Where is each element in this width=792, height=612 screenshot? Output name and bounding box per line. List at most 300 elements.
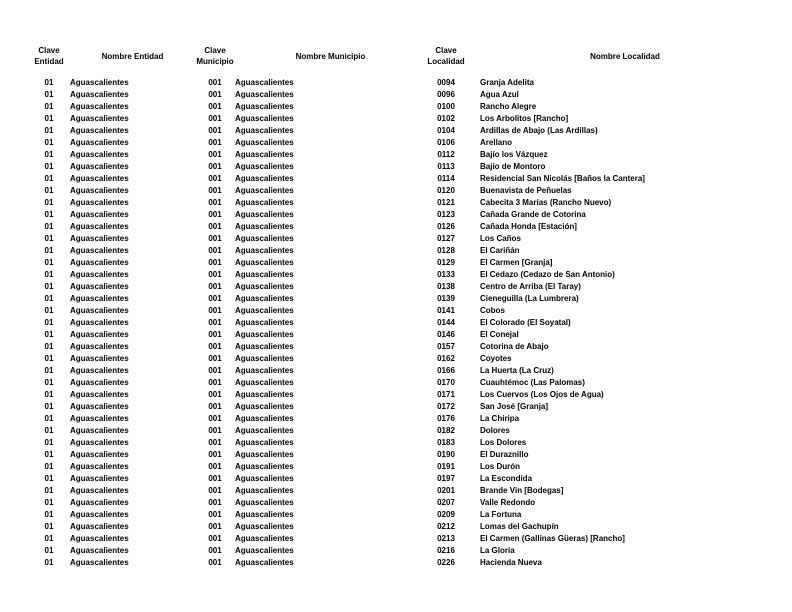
cell-nombre-municipio: Aguascalientes: [235, 354, 294, 363]
cell-nombre-entidad: Aguascalientes: [70, 402, 129, 411]
cell-nombre-localidad: Centro de Arriba (El Taray): [480, 282, 581, 291]
cell-nombre-localidad: Lomas del Gachupín: [480, 522, 559, 531]
column-header-nombre-municipio: [235, 44, 426, 68]
table-row: [36, 113, 770, 125]
cell-clave-entidad: 01: [44, 258, 54, 267]
cell-clave-entidad: 01: [44, 486, 54, 495]
cell-nombre-entidad: Aguascalientes: [70, 354, 129, 363]
cell-clave-entidad: 01: [44, 402, 54, 411]
cell-clave-entidad: 01: [44, 306, 54, 315]
cell-nombre-localidad: Los Arbolitos [Rancho]: [480, 114, 569, 123]
cell-nombre-entidad: Aguascalientes: [70, 258, 129, 267]
cell-clave-localidad: 0182: [437, 426, 455, 435]
cell-clave-entidad: 01: [44, 558, 54, 567]
cell-nombre-municipio: Aguascalientes: [235, 510, 294, 519]
cell-nombre-localidad: Brande Vin [Bodegas]: [480, 486, 564, 495]
cell-nombre-entidad: Aguascalientes: [70, 126, 129, 135]
cell-nombre-entidad: Aguascalientes: [70, 270, 129, 279]
cell-clave-entidad: 01: [44, 510, 54, 519]
cell-nombre-municipio: Aguascalientes: [235, 222, 294, 231]
cell-clave-localidad: 0106: [437, 138, 455, 147]
cell-clave-entidad: 01: [44, 162, 54, 171]
cell-nombre-localidad: Bajío los Vázquez: [480, 150, 548, 159]
cell-clave-entidad: 01: [44, 390, 54, 399]
cell-nombre-municipio: Aguascalientes: [235, 114, 294, 123]
cell-clave-localidad: 0157: [437, 342, 455, 351]
cell-nombre-entidad: Aguascalientes: [70, 342, 129, 351]
column-header-clave-localidad: [426, 44, 466, 68]
cell-clave-municipio: 001: [208, 378, 222, 387]
table-row: [36, 365, 770, 377]
cell-nombre-localidad: Cobos: [480, 306, 505, 315]
cell-clave-localidad: 0166: [437, 366, 455, 375]
column-header-clave-municipio: [195, 44, 235, 68]
cell-clave-municipio: 001: [208, 522, 222, 531]
cell-nombre-localidad: Los Dolores: [480, 438, 527, 447]
table-row: [36, 317, 770, 329]
cell-nombre-entidad: Aguascalientes: [70, 294, 129, 303]
cell-nombre-localidad: El Conejal: [480, 330, 519, 339]
cell-nombre-entidad: Aguascalientes: [70, 414, 129, 423]
cell-nombre-municipio: Aguascalientes: [235, 498, 294, 507]
cell-clave-entidad: 01: [44, 330, 54, 339]
cell-clave-entidad: 01: [44, 210, 54, 219]
cell-nombre-localidad: La Fortuna: [480, 510, 522, 519]
cell-nombre-localidad: Cañada Honda [Estación]: [480, 222, 577, 231]
table-row: [36, 101, 770, 113]
cell-clave-entidad: 01: [44, 90, 54, 99]
cell-clave-municipio: 001: [208, 558, 222, 567]
cell-clave-localidad: 0146: [437, 330, 455, 339]
cell-clave-municipio: 001: [208, 318, 222, 327]
cell-clave-entidad: 01: [44, 282, 54, 291]
cell-clave-localidad: 0139: [437, 294, 455, 303]
cell-nombre-entidad: Aguascalientes: [70, 546, 129, 555]
table-row: [36, 185, 770, 197]
table-row: [36, 485, 770, 497]
cell-clave-entidad: 01: [44, 234, 54, 243]
cell-clave-entidad: 01: [44, 102, 54, 111]
cell-nombre-municipio: Aguascalientes: [235, 522, 294, 531]
cell-nombre-municipio: Aguascalientes: [235, 150, 294, 159]
cell-clave-municipio: 001: [208, 222, 222, 231]
cell-nombre-municipio: Aguascalientes: [235, 138, 294, 147]
cell-clave-localidad: 0171: [437, 390, 455, 399]
header-label: Nombre Entidad: [101, 51, 164, 61]
cell-nombre-localidad: Coyotes: [480, 354, 512, 363]
cell-clave-entidad: 01: [44, 114, 54, 123]
cell-nombre-municipio: Aguascalientes: [235, 534, 294, 543]
cell-clave-localidad: 0128: [437, 246, 455, 255]
cell-nombre-entidad: Aguascalientes: [70, 246, 129, 255]
cell-nombre-localidad: Los Durón: [480, 462, 520, 471]
cell-clave-localidad: 0133: [437, 270, 455, 279]
cell-nombre-municipio: Aguascalientes: [235, 210, 294, 219]
cell-nombre-municipio: Aguascalientes: [235, 378, 294, 387]
cell-clave-entidad: 01: [44, 534, 54, 543]
cell-clave-localidad: 0190: [437, 450, 455, 459]
cell-nombre-municipio: Aguascalientes: [235, 330, 294, 339]
cell-clave-localidad: 0213: [437, 534, 455, 543]
cell-nombre-localidad: Dolores: [480, 426, 510, 435]
cell-nombre-municipio: Aguascalientes: [235, 342, 294, 351]
table-row: [36, 509, 770, 521]
header-line-municipio: Municipio: [196, 57, 234, 66]
cell-clave-localidad: 0172: [437, 402, 455, 411]
cell-clave-localidad: 0209: [437, 510, 455, 519]
cell-nombre-localidad: La Gloria: [480, 546, 515, 555]
table-header-row: [36, 44, 770, 68]
cell-nombre-localidad: Cotorina de Abajo: [480, 342, 549, 351]
header-line-localidad: Localidad: [427, 57, 465, 66]
cell-nombre-localidad: La Huerta (La Cruz): [480, 366, 554, 375]
cell-nombre-municipio: Aguascalientes: [235, 282, 294, 291]
cell-nombre-municipio: Aguascalientes: [235, 270, 294, 279]
column-header-nombre-entidad: [62, 44, 195, 68]
table-row: [36, 173, 770, 185]
cell-clave-localidad: 0176: [437, 414, 455, 423]
table-row: [36, 389, 770, 401]
table-row: [36, 245, 770, 257]
cell-nombre-entidad: Aguascalientes: [70, 378, 129, 387]
table-row: [36, 329, 770, 341]
cell-nombre-entidad: Aguascalientes: [70, 90, 129, 99]
cell-nombre-entidad: Aguascalientes: [70, 210, 129, 219]
cell-nombre-municipio: Aguascalientes: [235, 366, 294, 375]
cell-clave-localidad: 0212: [437, 522, 455, 531]
table-row: [36, 233, 770, 245]
table-row: [36, 209, 770, 221]
cell-nombre-municipio: Aguascalientes: [235, 90, 294, 99]
cell-nombre-entidad: Aguascalientes: [70, 306, 129, 315]
cell-clave-municipio: 001: [208, 258, 222, 267]
cell-clave-entidad: 01: [44, 150, 54, 159]
cell-clave-localidad: 0120: [437, 186, 455, 195]
table-row: [36, 461, 770, 473]
cell-clave-municipio: 001: [208, 270, 222, 279]
cell-nombre-localidad: Residencial San Nicolás [Baños la Cantera]: [480, 174, 645, 183]
table-row: [36, 557, 770, 569]
table-row: [36, 197, 770, 209]
cell-nombre-entidad: Aguascalientes: [70, 198, 129, 207]
table-row: [36, 77, 770, 89]
cell-nombre-municipio: Aguascalientes: [235, 486, 294, 495]
cell-clave-localidad: 0170: [437, 378, 455, 387]
cell-clave-municipio: 001: [208, 246, 222, 255]
cell-nombre-municipio: Aguascalientes: [235, 186, 294, 195]
cell-clave-entidad: 01: [44, 78, 54, 87]
cell-nombre-localidad: Cuauhtémoc (Las Palomas): [480, 378, 585, 387]
cell-clave-municipio: 001: [208, 390, 222, 399]
cell-nombre-entidad: Aguascalientes: [70, 366, 129, 375]
cell-clave-localidad: 0100: [437, 102, 455, 111]
cell-clave-localidad: 0144: [437, 318, 455, 327]
cell-clave-localidad: 0123: [437, 210, 455, 219]
cell-clave-localidad: 0096: [437, 90, 455, 99]
cell-clave-municipio: 001: [208, 138, 222, 147]
cell-clave-entidad: 01: [44, 354, 54, 363]
cell-nombre-entidad: Aguascalientes: [70, 558, 129, 567]
cell-nombre-entidad: Aguascalientes: [70, 522, 129, 531]
cell-nombre-municipio: Aguascalientes: [235, 450, 294, 459]
table-row: [36, 293, 770, 305]
cell-nombre-localidad: Agua Azul: [480, 90, 519, 99]
cell-clave-localidad: 0104: [437, 126, 455, 135]
cell-nombre-entidad: Aguascalientes: [70, 78, 129, 87]
cell-nombre-localidad: Rancho Alegre: [480, 102, 537, 111]
cell-nombre-entidad: Aguascalientes: [70, 510, 129, 519]
table-row: [36, 425, 770, 437]
table-row: [36, 125, 770, 137]
cell-clave-localidad: 0138: [437, 282, 455, 291]
table-row: [36, 473, 770, 485]
cell-clave-localidad: 0183: [437, 438, 455, 447]
cell-nombre-entidad: Aguascalientes: [70, 390, 129, 399]
cell-nombre-entidad: Aguascalientes: [70, 330, 129, 339]
cell-clave-entidad: 01: [44, 438, 54, 447]
cell-nombre-entidad: Aguascalientes: [70, 534, 129, 543]
cell-nombre-municipio: Aguascalientes: [235, 306, 294, 315]
cell-clave-entidad: 01: [44, 366, 54, 375]
cell-nombre-localidad: Valle Redondo: [480, 498, 536, 507]
cell-clave-municipio: 001: [208, 162, 222, 171]
cell-clave-entidad: 01: [44, 126, 54, 135]
cell-clave-municipio: 001: [208, 402, 222, 411]
cell-clave-entidad: 01: [44, 522, 54, 531]
table-row: [36, 377, 770, 389]
table-row: [36, 521, 770, 533]
cell-clave-entidad: 01: [44, 138, 54, 147]
table-row: [36, 281, 770, 293]
cell-nombre-municipio: Aguascalientes: [235, 258, 294, 267]
cell-clave-entidad: 01: [44, 450, 54, 459]
cell-nombre-entidad: Aguascalientes: [70, 498, 129, 507]
cell-clave-localidad: 0126: [437, 222, 455, 231]
table-row: [36, 545, 770, 557]
cell-clave-entidad: 01: [44, 414, 54, 423]
cell-clave-municipio: 001: [208, 462, 222, 471]
cell-nombre-municipio: Aguascalientes: [235, 414, 294, 423]
cell-nombre-entidad: Aguascalientes: [70, 426, 129, 435]
cell-nombre-entidad: Aguascalientes: [70, 138, 129, 147]
header-label: Nombre Localidad: [590, 51, 660, 61]
cell-clave-municipio: 001: [208, 210, 222, 219]
cell-clave-municipio: 001: [208, 150, 222, 159]
cell-clave-municipio: 001: [208, 498, 222, 507]
cell-clave-entidad: 01: [44, 174, 54, 183]
cell-clave-municipio: 001: [208, 282, 222, 291]
cell-nombre-municipio: Aguascalientes: [235, 78, 294, 87]
cell-nombre-municipio: Aguascalientes: [235, 438, 294, 447]
cell-clave-municipio: 001: [208, 450, 222, 459]
table-body: [36, 77, 770, 569]
cell-clave-municipio: 001: [208, 186, 222, 195]
cell-nombre-municipio: Aguascalientes: [235, 174, 294, 183]
cell-clave-localidad: 0113: [437, 162, 455, 171]
table-row: [36, 149, 770, 161]
cell-clave-entidad: 01: [44, 318, 54, 327]
cell-nombre-entidad: Aguascalientes: [70, 486, 129, 495]
cell-clave-municipio: 001: [208, 474, 222, 483]
cell-nombre-municipio: Aguascalientes: [235, 558, 294, 567]
cell-nombre-entidad: Aguascalientes: [70, 234, 129, 243]
cell-nombre-municipio: Aguascalientes: [235, 294, 294, 303]
table-row: [36, 257, 770, 269]
header-line-clave: Clave: [38, 46, 60, 55]
table-row: [36, 533, 770, 545]
cell-nombre-localidad: San José [Granja]: [480, 402, 549, 411]
cell-nombre-municipio: Aguascalientes: [235, 402, 294, 411]
cell-nombre-municipio: Aguascalientes: [235, 390, 294, 399]
cell-clave-localidad: 0094: [437, 78, 455, 87]
cell-clave-entidad: 01: [44, 498, 54, 507]
cell-clave-municipio: 001: [208, 102, 222, 111]
cell-clave-municipio: 001: [208, 414, 222, 423]
cell-nombre-entidad: Aguascalientes: [70, 318, 129, 327]
cell-clave-entidad: 01: [44, 246, 54, 255]
table-row: [36, 305, 770, 317]
cell-clave-municipio: 001: [208, 294, 222, 303]
cell-nombre-localidad: Los Cuervos (Los Ojos de Agua): [480, 390, 604, 399]
cell-nombre-localidad: Buenavista de Peñuelas: [480, 186, 572, 195]
cell-nombre-entidad: Aguascalientes: [70, 222, 129, 231]
cell-nombre-entidad: Aguascalientes: [70, 150, 129, 159]
cell-clave-municipio: 001: [208, 234, 222, 243]
cell-nombre-municipio: Aguascalientes: [235, 318, 294, 327]
cell-nombre-entidad: Aguascalientes: [70, 438, 129, 447]
cell-clave-localidad: 0114: [437, 174, 455, 183]
cell-clave-municipio: 001: [208, 114, 222, 123]
cell-clave-localidad: 0162: [437, 354, 455, 363]
cell-clave-entidad: 01: [44, 342, 54, 351]
locality-catalog-page: [36, 44, 770, 569]
cell-clave-municipio: 001: [208, 354, 222, 363]
cell-clave-entidad: 01: [44, 186, 54, 195]
cell-nombre-entidad: Aguascalientes: [70, 282, 129, 291]
table-row: [36, 353, 770, 365]
cell-clave-localidad: 0191: [437, 462, 455, 471]
cell-nombre-municipio: Aguascalientes: [235, 234, 294, 243]
cell-clave-entidad: 01: [44, 426, 54, 435]
cell-clave-localidad: 0197: [437, 474, 455, 483]
column-header-clave-entidad: [36, 44, 62, 68]
cell-clave-entidad: 01: [44, 222, 54, 231]
cell-clave-municipio: 001: [208, 546, 222, 555]
cell-clave-localidad: 0226: [437, 558, 455, 567]
cell-nombre-entidad: Aguascalientes: [70, 450, 129, 459]
cell-nombre-entidad: Aguascalientes: [70, 102, 129, 111]
table-row: [36, 341, 770, 353]
cell-clave-municipio: 001: [208, 306, 222, 315]
cell-clave-localidad: 0129: [437, 258, 455, 267]
cell-nombre-localidad: El Carmen (Gallinas Güeras) [Rancho]: [480, 534, 625, 543]
cell-nombre-localidad: La Chiripa: [480, 414, 520, 423]
cell-clave-municipio: 001: [208, 198, 222, 207]
table-row: [36, 449, 770, 461]
cell-nombre-localidad: Arellano: [480, 138, 513, 147]
table-row: [36, 437, 770, 449]
cell-clave-entidad: 01: [44, 378, 54, 387]
cell-nombre-entidad: Aguascalientes: [70, 474, 129, 483]
cell-clave-localidad: 0121: [437, 198, 455, 207]
table-row: [36, 401, 770, 413]
cell-nombre-localidad: El Carmen [Granja]: [480, 258, 553, 267]
table-row: [36, 221, 770, 233]
cell-clave-municipio: 001: [208, 78, 222, 87]
cell-nombre-municipio: Aguascalientes: [235, 426, 294, 435]
cell-nombre-municipio: Aguascalientes: [235, 162, 294, 171]
cell-nombre-localidad: El Colorado (El Soyatal): [480, 318, 571, 327]
cell-clave-municipio: 001: [208, 366, 222, 375]
cell-clave-municipio: 001: [208, 174, 222, 183]
header-line-clave: Clave: [204, 46, 226, 55]
table-row: [36, 161, 770, 173]
header-line-entidad: Entidad: [34, 57, 64, 66]
cell-clave-localidad: 0141: [437, 306, 455, 315]
cell-nombre-localidad: El Cariñán: [480, 246, 520, 255]
cell-nombre-localidad: Cañada Grande de Cotorina: [480, 210, 586, 219]
cell-clave-municipio: 001: [208, 486, 222, 495]
cell-nombre-localidad: Bajío de Montoro: [480, 162, 546, 171]
table-row: [36, 137, 770, 149]
cell-clave-municipio: 001: [208, 438, 222, 447]
cell-nombre-entidad: Aguascalientes: [70, 462, 129, 471]
cell-clave-localidad: 0207: [437, 498, 455, 507]
cell-clave-municipio: 001: [208, 330, 222, 339]
cell-clave-localidad: 0102: [437, 114, 455, 123]
cell-clave-entidad: 01: [44, 198, 54, 207]
cell-nombre-municipio: Aguascalientes: [235, 474, 294, 483]
cell-nombre-localidad: Cieneguilla (La Lumbrera): [480, 294, 579, 303]
cell-nombre-localidad: El Cedazo (Cedazo de San Antonio): [480, 270, 615, 279]
cell-nombre-municipio: Aguascalientes: [235, 546, 294, 555]
cell-clave-entidad: 01: [44, 462, 54, 471]
cell-clave-municipio: 001: [208, 426, 222, 435]
cell-nombre-localidad: Hacienda Nueva: [480, 558, 542, 567]
cell-nombre-entidad: Aguascalientes: [70, 186, 129, 195]
cell-clave-entidad: 01: [44, 546, 54, 555]
header-line-clave: Clave: [435, 46, 457, 55]
cell-clave-localidad: 0201: [437, 486, 455, 495]
table-row: [36, 413, 770, 425]
cell-clave-localidad: 0216: [437, 546, 455, 555]
cell-clave-municipio: 001: [208, 90, 222, 99]
cell-clave-municipio: 001: [208, 534, 222, 543]
table-row: [36, 269, 770, 281]
cell-nombre-municipio: Aguascalientes: [235, 102, 294, 111]
cell-nombre-localidad: El Duraznillo: [480, 450, 529, 459]
cell-nombre-localidad: Los Caños: [480, 234, 521, 243]
column-header-nombre-localidad: [466, 44, 770, 68]
table-row: [36, 497, 770, 509]
cell-nombre-entidad: Aguascalientes: [70, 114, 129, 123]
cell-clave-entidad: 01: [44, 474, 54, 483]
cell-nombre-localidad: Ardillas de Abajo (Las Ardillas): [480, 126, 598, 135]
cell-nombre-municipio: Aguascalientes: [235, 198, 294, 207]
cell-nombre-municipio: Aguascalientes: [235, 246, 294, 255]
cell-nombre-entidad: Aguascalientes: [70, 174, 129, 183]
header-label: Nombre Municipio: [295, 51, 366, 61]
cell-clave-entidad: 01: [44, 270, 54, 279]
cell-clave-localidad: 0127: [437, 234, 455, 243]
cell-nombre-entidad: Aguascalientes: [70, 162, 129, 171]
cell-clave-municipio: 001: [208, 126, 222, 135]
cell-clave-entidad: 01: [44, 294, 54, 303]
cell-clave-localidad: 0112: [437, 150, 455, 159]
cell-clave-municipio: 001: [208, 342, 222, 351]
cell-nombre-localidad: Granja Adelita: [480, 78, 534, 87]
table-row: [36, 89, 770, 101]
